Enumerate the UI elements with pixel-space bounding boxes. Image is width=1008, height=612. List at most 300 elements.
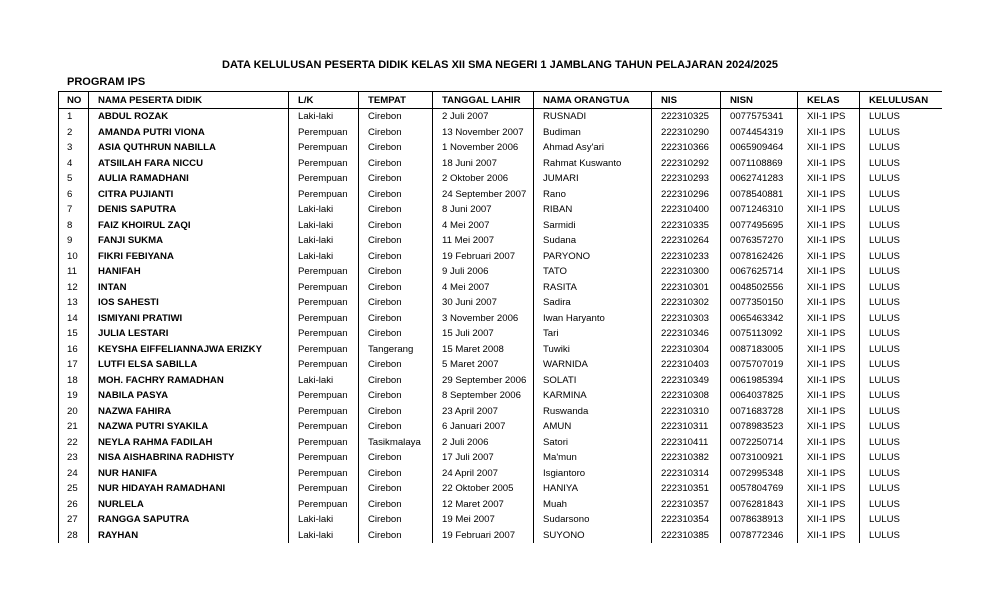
cell-nisn: 0071246310 — [721, 202, 798, 218]
cell-nis: 222310357 — [652, 497, 721, 513]
table-row — [59, 109, 943, 125]
table-row — [59, 450, 943, 466]
cell-graduation: LULUS — [860, 326, 943, 342]
header-gender: L/K — [289, 92, 359, 109]
cell-birthplace: Cirebon — [359, 404, 433, 420]
cell-parent-name: Sudarsono — [534, 512, 652, 528]
cell-birthdate: 4 Mei 2007 — [433, 280, 534, 296]
table-body — [59, 109, 943, 544]
cell-nisn: 0077350150 — [721, 295, 798, 311]
cell-parent-name: Tari — [534, 326, 652, 342]
cell-birthdate: 8 September 2006 — [433, 388, 534, 404]
cell-graduation: LULUS — [860, 450, 943, 466]
header-class: KELAS — [798, 92, 860, 109]
cell-no: 18 — [59, 373, 89, 389]
table-row — [59, 125, 943, 141]
header-birthdate: TANGGAL LAHIR — [433, 92, 534, 109]
cell-graduation: LULUS — [860, 497, 943, 513]
cell-birthdate: 24 September 2007 — [433, 187, 534, 203]
cell-nisn: 0075707019 — [721, 357, 798, 373]
header-student-name: NAMA PESERTA DIDIK — [89, 92, 289, 109]
cell-class: XII-1 IPS — [798, 233, 860, 249]
cell-graduation: LULUS — [860, 202, 943, 218]
cell-nis: 222310403 — [652, 357, 721, 373]
cell-nisn: 0087183005 — [721, 342, 798, 358]
cell-nis: 222310304 — [652, 342, 721, 358]
cell-birthplace: Cirebon — [359, 497, 433, 513]
cell-gender: Laki-laki — [289, 528, 359, 544]
cell-parent-name: Rahmat Kuswanto — [534, 156, 652, 172]
cell-student-name: NUR HANIFA — [89, 466, 289, 482]
cell-graduation: LULUS — [860, 404, 943, 420]
cell-parent-name: Sarmidi — [534, 218, 652, 234]
cell-birthdate: 2 Juli 2006 — [433, 435, 534, 451]
cell-gender: Laki-laki — [289, 373, 359, 389]
cell-graduation: LULUS — [860, 140, 943, 156]
cell-parent-name: Ahmad Asy'ari — [534, 140, 652, 156]
cell-nisn: 0078540881 — [721, 187, 798, 203]
cell-gender: Laki-laki — [289, 202, 359, 218]
table-row — [59, 156, 943, 172]
cell-nis: 222310233 — [652, 249, 721, 265]
cell-student-name: DENIS SAPUTRA — [89, 202, 289, 218]
cell-nisn: 0076357270 — [721, 233, 798, 249]
cell-no: 3 — [59, 140, 89, 156]
cell-birthdate: 22 Oktober 2005 — [433, 481, 534, 497]
cell-birthdate: 17 Juli 2007 — [433, 450, 534, 466]
cell-birthdate: 2 Oktober 2006 — [433, 171, 534, 187]
table-row — [59, 202, 943, 218]
cell-student-name: INTAN — [89, 280, 289, 296]
cell-no: 24 — [59, 466, 89, 482]
cell-nis: 222310411 — [652, 435, 721, 451]
cell-birthdate: 15 Maret 2008 — [433, 342, 534, 358]
cell-parent-name: SOLATI — [534, 373, 652, 389]
cell-no: 11 — [59, 264, 89, 280]
cell-student-name: HANIFAH — [89, 264, 289, 280]
cell-student-name: FIKRI FEBIYANA — [89, 249, 289, 265]
cell-birthplace: Cirebon — [359, 171, 433, 187]
cell-class: XII-1 IPS — [798, 311, 860, 327]
cell-nisn: 0073100921 — [721, 450, 798, 466]
cell-birthdate: 1 November 2006 — [433, 140, 534, 156]
cell-birthdate: 8 Juni 2007 — [433, 202, 534, 218]
cell-class: XII-1 IPS — [798, 280, 860, 296]
cell-parent-name: Iwan Haryanto — [534, 311, 652, 327]
cell-nisn: 0061985394 — [721, 373, 798, 389]
cell-nisn: 0077575341 — [721, 109, 798, 125]
cell-nis: 222310335 — [652, 218, 721, 234]
cell-no: 8 — [59, 218, 89, 234]
cell-gender: Laki-laki — [289, 233, 359, 249]
cell-gender: Perempuan — [289, 140, 359, 156]
cell-student-name: RAYHAN — [89, 528, 289, 544]
cell-nis: 222310292 — [652, 156, 721, 172]
cell-birthplace: Cirebon — [359, 528, 433, 544]
cell-nisn: 0065909464 — [721, 140, 798, 156]
cell-class: XII-1 IPS — [798, 404, 860, 420]
cell-parent-name: Satori — [534, 435, 652, 451]
cell-gender: Laki-laki — [289, 512, 359, 528]
cell-parent-name: Sudana — [534, 233, 652, 249]
cell-no: 4 — [59, 156, 89, 172]
cell-parent-name: AMUN — [534, 419, 652, 435]
program-label: PROGRAM IPS — [67, 76, 146, 88]
table-row — [59, 171, 943, 187]
cell-birthplace: Cirebon — [359, 373, 433, 389]
cell-gender: Laki-laki — [289, 109, 359, 125]
cell-nisn: 0072995348 — [721, 466, 798, 482]
cell-class: XII-1 IPS — [798, 419, 860, 435]
header-graduation: KELULUSAN — [860, 92, 943, 109]
cell-graduation: LULUS — [860, 218, 943, 234]
table-row — [59, 233, 943, 249]
cell-graduation: LULUS — [860, 125, 943, 141]
cell-student-name: NEYLA RAHMA FADILAH — [89, 435, 289, 451]
cell-parent-name: RUSNADI — [534, 109, 652, 125]
cell-no: 2 — [59, 125, 89, 141]
cell-student-name: ASIA QUTHRUN NABILLA — [89, 140, 289, 156]
cell-class: XII-1 IPS — [798, 373, 860, 389]
cell-student-name: ISMIYANI PRATIWI — [89, 311, 289, 327]
cell-birthdate: 9 Juli 2006 — [433, 264, 534, 280]
table-header-row — [59, 92, 943, 109]
cell-gender: Perempuan — [289, 125, 359, 141]
table-row — [59, 249, 943, 265]
cell-student-name: MOH. FACHRY RAMADHAN — [89, 373, 289, 389]
cell-parent-name: Budiman — [534, 125, 652, 141]
cell-class: XII-1 IPS — [798, 140, 860, 156]
cell-nisn: 0071108869 — [721, 156, 798, 172]
table-row — [59, 280, 943, 296]
table-row — [59, 187, 943, 203]
cell-class: XII-1 IPS — [798, 388, 860, 404]
cell-parent-name: RASITA — [534, 280, 652, 296]
cell-birthplace: Cirebon — [359, 218, 433, 234]
cell-birthplace: Cirebon — [359, 187, 433, 203]
cell-birthplace: Cirebon — [359, 156, 433, 172]
cell-nisn: 0065463342 — [721, 311, 798, 327]
document-title: DATA KELULUSAN PESERTA DIDIK KELAS XII SMA NEGERI 1 JAMBLANG TAHUN PELAJARAN 2024/2025 — [222, 59, 778, 71]
cell-nisn: 0074454319 — [721, 125, 798, 141]
cell-gender: Perempuan — [289, 450, 359, 466]
cell-nis: 222310308 — [652, 388, 721, 404]
cell-birthplace: Cirebon — [359, 249, 433, 265]
cell-gender: Perempuan — [289, 280, 359, 296]
cell-nis: 222310400 — [652, 202, 721, 218]
cell-no: 28 — [59, 528, 89, 544]
cell-class: XII-1 IPS — [798, 481, 860, 497]
cell-student-name: JULIA LESTARI — [89, 326, 289, 342]
cell-graduation: LULUS — [860, 373, 943, 389]
cell-birthplace: Cirebon — [359, 419, 433, 435]
cell-parent-name: Ma'mun — [534, 450, 652, 466]
cell-graduation: LULUS — [860, 295, 943, 311]
cell-nisn: 0078638913 — [721, 512, 798, 528]
cell-parent-name: PARYONO — [534, 249, 652, 265]
cell-gender: Perempuan — [289, 311, 359, 327]
cell-birthdate: 18 Juni 2007 — [433, 156, 534, 172]
table-row — [59, 357, 943, 373]
cell-graduation: LULUS — [860, 419, 943, 435]
cell-gender: Perempuan — [289, 187, 359, 203]
cell-graduation: LULUS — [860, 435, 943, 451]
cell-birthplace: Tangerang — [359, 342, 433, 358]
cell-graduation: LULUS — [860, 233, 943, 249]
cell-no: 13 — [59, 295, 89, 311]
cell-birthdate: 6 Januari 2007 — [433, 419, 534, 435]
cell-nis: 222310311 — [652, 419, 721, 435]
table-row — [59, 497, 943, 513]
table-row — [59, 140, 943, 156]
cell-no: 7 — [59, 202, 89, 218]
cell-parent-name: RIBAN — [534, 202, 652, 218]
cell-gender: Perempuan — [289, 419, 359, 435]
cell-birthdate: 12 Maret 2007 — [433, 497, 534, 513]
cell-class: XII-1 IPS — [798, 528, 860, 544]
cell-no: 22 — [59, 435, 89, 451]
cell-parent-name: Sadira — [534, 295, 652, 311]
cell-nisn: 0064037825 — [721, 388, 798, 404]
cell-class: XII-1 IPS — [798, 264, 860, 280]
cell-no: 15 — [59, 326, 89, 342]
cell-no: 10 — [59, 249, 89, 265]
cell-nis: 222310346 — [652, 326, 721, 342]
cell-gender: Perempuan — [289, 388, 359, 404]
cell-birthplace: Cirebon — [359, 280, 433, 296]
cell-graduation: LULUS — [860, 264, 943, 280]
cell-student-name: CITRA PUJIANTI — [89, 187, 289, 203]
cell-student-name: NABILA PASYA — [89, 388, 289, 404]
cell-parent-name: Isgiantoro — [534, 466, 652, 482]
cell-nis: 222310310 — [652, 404, 721, 420]
cell-class: XII-1 IPS — [798, 156, 860, 172]
cell-class: XII-1 IPS — [798, 295, 860, 311]
table-row — [59, 528, 943, 544]
cell-gender: Perempuan — [289, 326, 359, 342]
cell-gender: Perempuan — [289, 404, 359, 420]
cell-parent-name: KARMINA — [534, 388, 652, 404]
cell-class: XII-1 IPS — [798, 109, 860, 125]
cell-nisn: 0067625714 — [721, 264, 798, 280]
cell-graduation: LULUS — [860, 512, 943, 528]
cell-birthdate: 24 April 2007 — [433, 466, 534, 482]
cell-gender: Perempuan — [289, 481, 359, 497]
table-row — [59, 326, 943, 342]
cell-gender: Perempuan — [289, 156, 359, 172]
cell-birthplace: Cirebon — [359, 466, 433, 482]
cell-class: XII-1 IPS — [798, 497, 860, 513]
cell-class: XII-1 IPS — [798, 512, 860, 528]
cell-birthplace: Cirebon — [359, 357, 433, 373]
cell-class: XII-1 IPS — [798, 218, 860, 234]
cell-birthdate: 15 Juli 2007 — [433, 326, 534, 342]
table-row — [59, 419, 943, 435]
cell-birthdate: 4 Mei 2007 — [433, 218, 534, 234]
cell-no: 26 — [59, 497, 89, 513]
cell-graduation: LULUS — [860, 311, 943, 327]
cell-no: 19 — [59, 388, 89, 404]
cell-nis: 222310264 — [652, 233, 721, 249]
table-row — [59, 512, 943, 528]
cell-no: 14 — [59, 311, 89, 327]
cell-parent-name: Muah — [534, 497, 652, 513]
cell-student-name: NISA AISHABRINA RADHISTY — [89, 450, 289, 466]
table-row — [59, 373, 943, 389]
cell-birthdate: 19 Februari 2007 — [433, 249, 534, 265]
cell-gender: Perempuan — [289, 466, 359, 482]
cell-nisn: 0078162426 — [721, 249, 798, 265]
cell-birthplace: Cirebon — [359, 233, 433, 249]
header-nisn: NISN — [721, 92, 798, 109]
cell-student-name: FAIZ KHOIRUL ZAQI — [89, 218, 289, 234]
cell-graduation: LULUS — [860, 481, 943, 497]
table-row — [59, 342, 943, 358]
header-no: NO — [59, 92, 89, 109]
cell-nis: 222310293 — [652, 171, 721, 187]
cell-parent-name: SUYONO — [534, 528, 652, 544]
cell-no: 12 — [59, 280, 89, 296]
cell-no: 21 — [59, 419, 89, 435]
cell-gender: Perempuan — [289, 264, 359, 280]
cell-gender: Perempuan — [289, 497, 359, 513]
cell-student-name: IOS SAHESTI — [89, 295, 289, 311]
cell-gender: Perempuan — [289, 171, 359, 187]
cell-no: 20 — [59, 404, 89, 420]
cell-nisn: 0076281843 — [721, 497, 798, 513]
cell-nis: 222310366 — [652, 140, 721, 156]
cell-no: 17 — [59, 357, 89, 373]
cell-birthdate: 5 Maret 2007 — [433, 357, 534, 373]
table-row — [59, 264, 943, 280]
cell-nis: 222310303 — [652, 311, 721, 327]
cell-nis: 222310382 — [652, 450, 721, 466]
cell-student-name: FANJI SUKMA — [89, 233, 289, 249]
cell-parent-name: JUMARI — [534, 171, 652, 187]
cell-birthdate: 23 April 2007 — [433, 404, 534, 420]
cell-class: XII-1 IPS — [798, 357, 860, 373]
cell-birthdate: 11 Mei 2007 — [433, 233, 534, 249]
cell-student-name: NAZWA PUTRI SYAKILA — [89, 419, 289, 435]
cell-parent-name: TATO — [534, 264, 652, 280]
cell-birthdate: 29 September 2006 — [433, 373, 534, 389]
cell-student-name: ATSIILAH FARA NICCU — [89, 156, 289, 172]
cell-no: 5 — [59, 171, 89, 187]
cell-parent-name: HANIYA — [534, 481, 652, 497]
cell-gender: Perempuan — [289, 357, 359, 373]
cell-birthplace: Cirebon — [359, 140, 433, 156]
cell-gender: Perempuan — [289, 435, 359, 451]
cell-class: XII-1 IPS — [798, 450, 860, 466]
cell-birthplace: Cirebon — [359, 264, 433, 280]
cell-student-name: AULIA RAMADHANI — [89, 171, 289, 187]
cell-class: XII-1 IPS — [798, 435, 860, 451]
cell-student-name: NUR HIDAYAH RAMADHANI — [89, 481, 289, 497]
cell-class: XII-1 IPS — [798, 202, 860, 218]
cell-student-name: NAZWA FAHIRA — [89, 404, 289, 420]
table-row — [59, 404, 943, 420]
cell-nis: 222310301 — [652, 280, 721, 296]
cell-graduation: LULUS — [860, 249, 943, 265]
table-row — [59, 311, 943, 327]
cell-no: 16 — [59, 342, 89, 358]
cell-graduation: LULUS — [860, 357, 943, 373]
cell-student-name: LUTFI ELSA SABILLA — [89, 357, 289, 373]
cell-nisn: 0075113092 — [721, 326, 798, 342]
cell-birthdate: 2 Juli 2007 — [433, 109, 534, 125]
cell-nis: 222310325 — [652, 109, 721, 125]
cell-graduation: LULUS — [860, 171, 943, 187]
header-birthplace: TEMPAT — [359, 92, 433, 109]
cell-nis: 222310314 — [652, 466, 721, 482]
cell-birthdate: 13 November 2007 — [433, 125, 534, 141]
cell-student-name: ABDUL ROZAK — [89, 109, 289, 125]
cell-graduation: LULUS — [860, 280, 943, 296]
cell-birthplace: Cirebon — [359, 512, 433, 528]
cell-gender: Perempuan — [289, 295, 359, 311]
cell-no: 23 — [59, 450, 89, 466]
cell-graduation: LULUS — [860, 156, 943, 172]
cell-class: XII-1 IPS — [798, 326, 860, 342]
cell-class: XII-1 IPS — [798, 249, 860, 265]
cell-graduation: LULUS — [860, 528, 943, 544]
cell-graduation: LULUS — [860, 388, 943, 404]
cell-nisn: 0071683728 — [721, 404, 798, 420]
cell-no: 9 — [59, 233, 89, 249]
cell-birthplace: Cirebon — [359, 450, 433, 466]
cell-birthplace: Cirebon — [359, 388, 433, 404]
cell-gender: Laki-laki — [289, 249, 359, 265]
cell-birthplace: Cirebon — [359, 202, 433, 218]
cell-nisn: 0062741283 — [721, 171, 798, 187]
cell-no: 27 — [59, 512, 89, 528]
cell-birthdate: 30 Juni 2007 — [433, 295, 534, 311]
cell-nisn: 0057804769 — [721, 481, 798, 497]
cell-class: XII-1 IPS — [798, 171, 860, 187]
cell-birthplace: Cirebon — [359, 311, 433, 327]
table-row — [59, 481, 943, 497]
cell-nis: 222310296 — [652, 187, 721, 203]
cell-nis: 222310300 — [652, 264, 721, 280]
cell-birthdate: 19 Februari 2007 — [433, 528, 534, 544]
cell-birthplace: Cirebon — [359, 109, 433, 125]
cell-student-name: KEYSHA EIFFELIANNAJWA ERIZKY — [89, 342, 289, 358]
table-row — [59, 295, 943, 311]
table-row — [59, 435, 943, 451]
cell-class: XII-1 IPS — [798, 342, 860, 358]
header-nis: NIS — [652, 92, 721, 109]
cell-birthplace: Cirebon — [359, 295, 433, 311]
cell-graduation: LULUS — [860, 466, 943, 482]
cell-parent-name: Ruswanda — [534, 404, 652, 420]
cell-class: XII-1 IPS — [798, 125, 860, 141]
cell-nisn: 0078983523 — [721, 419, 798, 435]
cell-no: 1 — [59, 109, 89, 125]
header-parent-name: NAMA ORANGTUA — [534, 92, 652, 109]
cell-nis: 222310290 — [652, 125, 721, 141]
graduation-table-container — [58, 91, 942, 544]
cell-student-name: RANGGA SAPUTRA — [89, 512, 289, 528]
cell-no: 6 — [59, 187, 89, 203]
cell-gender: Perempuan — [289, 342, 359, 358]
cell-nis: 222310354 — [652, 512, 721, 528]
cell-graduation: LULUS — [860, 342, 943, 358]
cell-gender: Laki-laki — [289, 218, 359, 234]
table-row — [59, 466, 943, 482]
table-row — [59, 388, 943, 404]
cell-nis: 222310302 — [652, 295, 721, 311]
cell-parent-name: WARNIDA — [534, 357, 652, 373]
